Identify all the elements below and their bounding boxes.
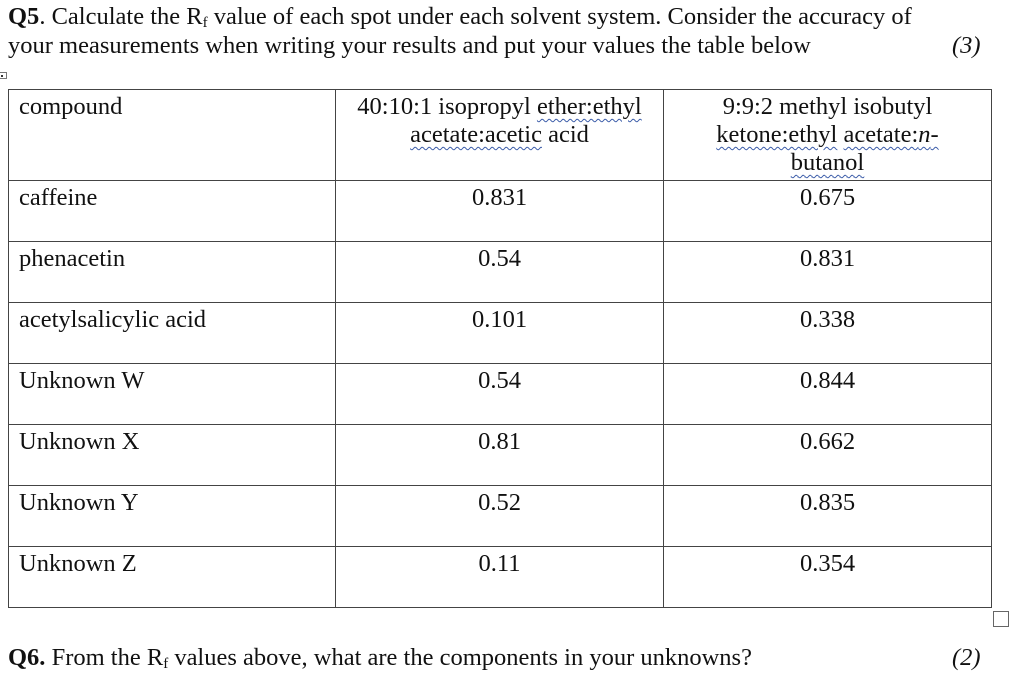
- table-row: [9, 181, 992, 242]
- header-solvent-2[interactable]: [664, 90, 992, 181]
- q6-points: (2): [952, 644, 981, 671]
- cell-rf-solvent-1[interactable]: 0.81: [336, 425, 664, 486]
- q6-number: Q6.: [8, 644, 46, 671]
- header-solvent-2-part-e: n: [918, 121, 931, 148]
- cell-rf-solvent-2[interactable]: 0.354: [664, 547, 992, 608]
- header-solvent-1-part-a: 40:10:1 isopropyl: [357, 93, 537, 120]
- table-row: [9, 364, 992, 425]
- q5-text-rest: value of each spot under each solvent system. Consider the accuracy of: [207, 3, 912, 30]
- cell-rf-solvent-1[interactable]: 0.52: [336, 486, 664, 547]
- cell-rf-solvent-1[interactable]: 0.831: [336, 181, 664, 242]
- cell-rf-solvent-2[interactable]: 0.835: [664, 486, 992, 547]
- table-header-row: [9, 90, 992, 181]
- table-row: [9, 486, 992, 547]
- q5-number: Q5: [8, 3, 40, 30]
- rf-values-table: [8, 89, 992, 608]
- q5-line-2: your measurements when writing your results and put your values the table below: [8, 32, 811, 59]
- cell-compound[interactable]: phenacetin: [9, 242, 336, 303]
- header-solvent-1-part-c: acetate:acetic: [410, 121, 542, 148]
- q6-text-rest: values above, what are the components in your unknowns?: [168, 644, 752, 671]
- header-compound[interactable]: compound: [9, 90, 336, 181]
- cell-rf-solvent-1[interactable]: 0.54: [336, 364, 664, 425]
- table-row: [9, 547, 992, 608]
- header-solvent-1[interactable]: [336, 90, 664, 181]
- header-solvent-1-part-b: ether:ethyl: [536, 93, 642, 120]
- header-solvent-2-part-b: ketone:ethyl: [716, 121, 838, 148]
- q6-line: [8, 643, 752, 673]
- cell-compound[interactable]: caffeine: [9, 181, 336, 242]
- q6-text-start: From the R: [45, 644, 164, 671]
- cell-rf-solvent-1[interactable]: 0.54: [336, 242, 664, 303]
- cell-rf-solvent-1[interactable]: 0.11: [336, 547, 664, 608]
- cell-rf-solvent-2[interactable]: 0.844: [664, 364, 992, 425]
- cell-compound[interactable]: Unknown W: [9, 364, 336, 425]
- cell-compound[interactable]: Unknown X: [9, 425, 336, 486]
- q5-line-1: [8, 2, 912, 32]
- cell-rf-solvent-1[interactable]: 0.101: [336, 303, 664, 364]
- cell-rf-solvent-2[interactable]: 0.831: [664, 242, 992, 303]
- header-solvent-1-part-d: acid: [541, 121, 589, 148]
- q6-subscript-f: f: [163, 656, 169, 672]
- table-move-handle-icon[interactable]: [0, 72, 7, 79]
- header-solvent-2-part-g: butanol: [790, 149, 865, 176]
- table-row: [9, 242, 992, 303]
- q5-subscript-f: f: [202, 15, 208, 31]
- table-row: [9, 425, 992, 486]
- cell-compound[interactable]: acetylsalicylic acid: [9, 303, 336, 364]
- table-resize-handle-icon[interactable]: [993, 611, 1009, 627]
- cell-rf-solvent-2[interactable]: 0.338: [664, 303, 992, 364]
- cell-rf-solvent-2[interactable]: 0.675: [664, 181, 992, 242]
- header-solvent-2-part-d: acetate:: [843, 121, 919, 148]
- table-row: [9, 303, 992, 364]
- cell-compound[interactable]: Unknown Y: [9, 486, 336, 547]
- cell-compound[interactable]: Unknown Z: [9, 547, 336, 608]
- q5-points: (3): [952, 32, 981, 59]
- header-solvent-2-part-a: 9:9:2 methyl isobutyl: [722, 93, 933, 120]
- q5-text-start: . Calculate the R: [39, 3, 203, 30]
- cell-rf-solvent-2[interactable]: 0.662: [664, 425, 992, 486]
- header-solvent-2-part-f: -: [930, 121, 939, 148]
